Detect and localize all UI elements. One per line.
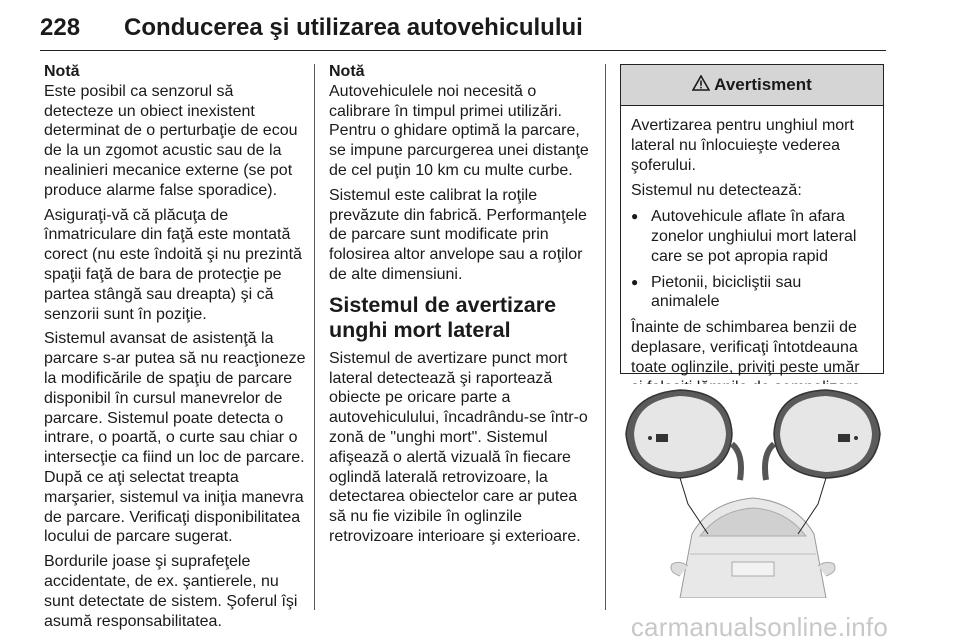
section-text: Sistemul de avertizare punct mort lateral detectează şi raportează obiecte pe oricare parte a autovehiculului, încadrându-se într-o zonă de "unghi mort". Sistemul afişează o alertă vizuală în fiecare oglindă laterală retrovizoare, la detectarea obiectelor care ar putea să nu fie vizibile în oglinzile retrovizoare interioare şi exterioare. <box>329 349 588 545</box>
paragraph: Sistemul este calibrat la roţile prevăzute din fabrică. Performanţele de parcare sunt modificate prin folosirea altor anvelope sau a roţilor de alte dimensiuni. <box>329 186 587 283</box>
warning-box <box>620 64 884 374</box>
list-item-text: Autovehicule aflate în afara zonelor unghiului mort lateral care se pot apropia rapid <box>651 208 857 265</box>
column-divider <box>605 64 606 610</box>
note-label: Notă <box>44 63 80 80</box>
blind-spot-figure <box>620 384 886 598</box>
paragraph: Autovehiculele noi necesită o calibrare în timpul primei utilizări. Pentru o ghidare optimă la parcare, se impune parcurgerea unei distanţe de cel puţin 10 km cu multe curbe. <box>329 82 589 179</box>
watermark: carmanualsonline.info <box>630 612 888 642</box>
warning-intro: Avertizarea pentru unghiul mort lateral nu înlocuieşte vederea şoferului. <box>631 117 854 174</box>
page-number: 228 <box>40 14 81 41</box>
list-item <box>631 273 873 313</box>
left-column <box>44 62 306 636</box>
bullet-icon: ● <box>631 274 639 289</box>
bullet-icon: ● <box>631 209 639 224</box>
warning-triangle-icon <box>692 75 710 96</box>
warning-title: Avertisment <box>714 75 812 94</box>
column-divider <box>314 64 315 610</box>
paragraph: Este posibil ca senzorul să detecteze un obiect inexistent determinat de o perturbaţie de ecou de la un zgomot acustic sau de la nealinieri mecanice externe (se pot produce alarme false sporadice). <box>44 82 298 199</box>
warning-closing: Înainte de schimbarea benzii de deplasare, verificaţi întotdeauna toate oglinzile, priviţi peste umăr <box>631 319 860 376</box>
warning-list-intro: Sistemul nu detectează: <box>631 182 802 200</box>
section-heading: Sistemul de avertizare unghi mort lateral <box>329 292 557 342</box>
chapter-title: Conducerea şi utilizarea autovehiculului <box>124 14 583 41</box>
warning-body <box>621 106 883 397</box>
list-item-text: Pietonii, bicicliştii sau animalele <box>651 273 802 311</box>
car-rear-icon <box>671 498 835 598</box>
note-label: Notă <box>329 63 365 80</box>
paragraph: Bordurile joase şi suprafeţele accidentate, de ex. şantierele, nu sunt detectate de sistem. Şoferul îşi asumă responsabilitatea. <box>44 553 298 630</box>
middle-column <box>329 62 594 552</box>
paragraph: Sistemul avansat de asistenţă la parcare s-ar putea să nu reacţioneze la modificările de spaţiu de parcare disponibil în cursul manevrelor de parcare. Sistemul poate detecta o intrare, o poartă, o curte sau chiar o intersecţie ca fiind un loc de parcare. După ce aţi selectat treapta marşarier, sistemul va iniţia manevra de parcare. Verificaţi disponibilitatea locului de parcare sugerat. <box>44 330 306 546</box>
warning-header <box>621 65 883 106</box>
right-mirror-icon <box>765 390 880 480</box>
left-mirror-icon <box>626 390 741 480</box>
list-item <box>631 207 873 266</box>
paragraph: Asiguraţi-vă că plăcuţa de înmatriculare din faţă este montată corect (nu este îndoită şi nu prezintă spaţii faţă de bara de protecţie pe partea stângă sau dreapta) şi că senzorii sunt în poziţie. <box>44 206 302 323</box>
page-header <box>40 6 886 51</box>
